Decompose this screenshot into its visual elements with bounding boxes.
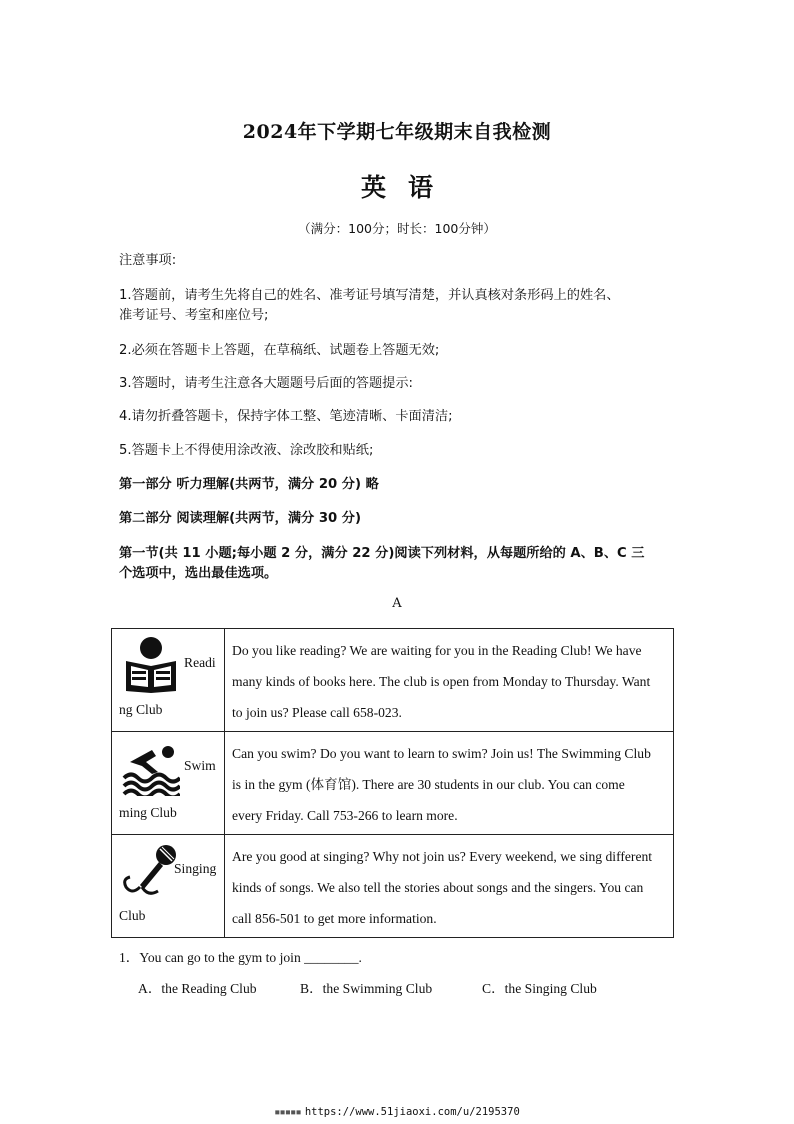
club-cell xyxy=(112,629,225,732)
note-item: 2.必须在答题卡上答题，在草稿纸、试题卷上答题无效; xyxy=(119,343,440,358)
club-name: Singing xyxy=(174,861,217,876)
footer-dots: ▪▪▪▪▪ xyxy=(274,1106,301,1118)
description-line: many kinds of books here. The club is open from Monday to Thursday. Want xyxy=(232,674,651,689)
club-cell xyxy=(112,732,225,835)
club-description xyxy=(225,732,674,835)
table-row xyxy=(112,629,674,732)
table-row xyxy=(112,835,674,938)
club-name: Swim xyxy=(184,758,216,773)
note-item: 3.答题时，请考生注意各大题题号后面的答题提示: xyxy=(119,376,413,391)
club-name: Readi xyxy=(184,655,216,670)
description-line: call 856-501 to get more information. xyxy=(232,911,437,926)
subject-title: 英语 xyxy=(360,173,455,202)
section1-instructions: 第一节(共 11 小题;每小题 2 分，满分 22 分)阅读下列材料，从每题所给的 A、B、C 三 xyxy=(119,546,645,561)
description-line: is in the gym (体育馆). There are 30 students in our club. You can come xyxy=(232,777,625,792)
exam-title: 2024年下学期七年级期末自我检测 xyxy=(242,121,552,143)
description-line: kinds of songs. We also tell the stories about songs and the singers. You can xyxy=(232,880,644,895)
section1-instructions-cont: 个选项中，选出最佳选项。 xyxy=(119,566,278,581)
description-line: every Friday. Call 753-266 to learn more. xyxy=(232,808,458,823)
club-name-cont: ng Club xyxy=(119,702,163,717)
description-line: Are you good at singing? Why not join us? Every weekend, we sing different xyxy=(232,849,653,864)
part2-heading: 第二部分 阅读理解(共两节，满分 30 分) xyxy=(119,511,361,526)
microphone-icon xyxy=(122,841,180,899)
club-cell xyxy=(112,835,225,938)
club-description xyxy=(225,835,674,938)
description-line: to join us? Please call 658-023. xyxy=(232,705,402,720)
clubs-table xyxy=(111,628,674,938)
description-line: Do you like reading? We are waiting for you in the Reading Club! We have xyxy=(232,643,642,658)
club-name-cont: ming Club xyxy=(119,805,177,820)
table-row xyxy=(112,732,674,835)
notes-heading: 注意事项: xyxy=(119,253,177,268)
note-item: 4.请勿折叠答题卡，保持字体工整、笔迹清晰、卡面清洁; xyxy=(119,409,453,424)
reading-person-icon xyxy=(122,635,180,693)
club-description xyxy=(225,629,674,732)
question-1-option-a[interactable]: A．the Reading Club xyxy=(138,981,257,996)
part1-heading: 第一部分 听力理解(共两节，满分 20 分) 略 xyxy=(119,477,379,492)
note-item: 5.答题卡上不得使用涂改液、涂改胶和贴纸; xyxy=(119,443,374,458)
passage-label: A xyxy=(392,596,402,611)
note-item: 准考证号、考室和座位号; xyxy=(119,308,269,323)
description-line: Can you swim? Do you want to learn to swim? Join us! The Swimming Club xyxy=(232,746,651,761)
club-name-cont: Club xyxy=(119,908,146,923)
question-1-stem: 1．You can go to the gym to join ________. xyxy=(119,950,362,965)
question-1-option-c[interactable]: C．the Singing Club xyxy=(482,981,597,996)
footer-url-link[interactable]: https://www.51jiaoxi.com/u/2195370 xyxy=(304,1106,520,1118)
score-info: （满分：100分；时长：100分钟） xyxy=(298,221,496,236)
question-1-option-b[interactable]: B．the Swimming Club xyxy=(300,981,433,996)
swimmer-icon xyxy=(122,738,180,796)
footer xyxy=(0,1106,794,1118)
note-item: 1.答题前，请考生先将自己的姓名、准考证号填写清楚，并认真核对条形码上的姓名、 xyxy=(119,288,620,303)
